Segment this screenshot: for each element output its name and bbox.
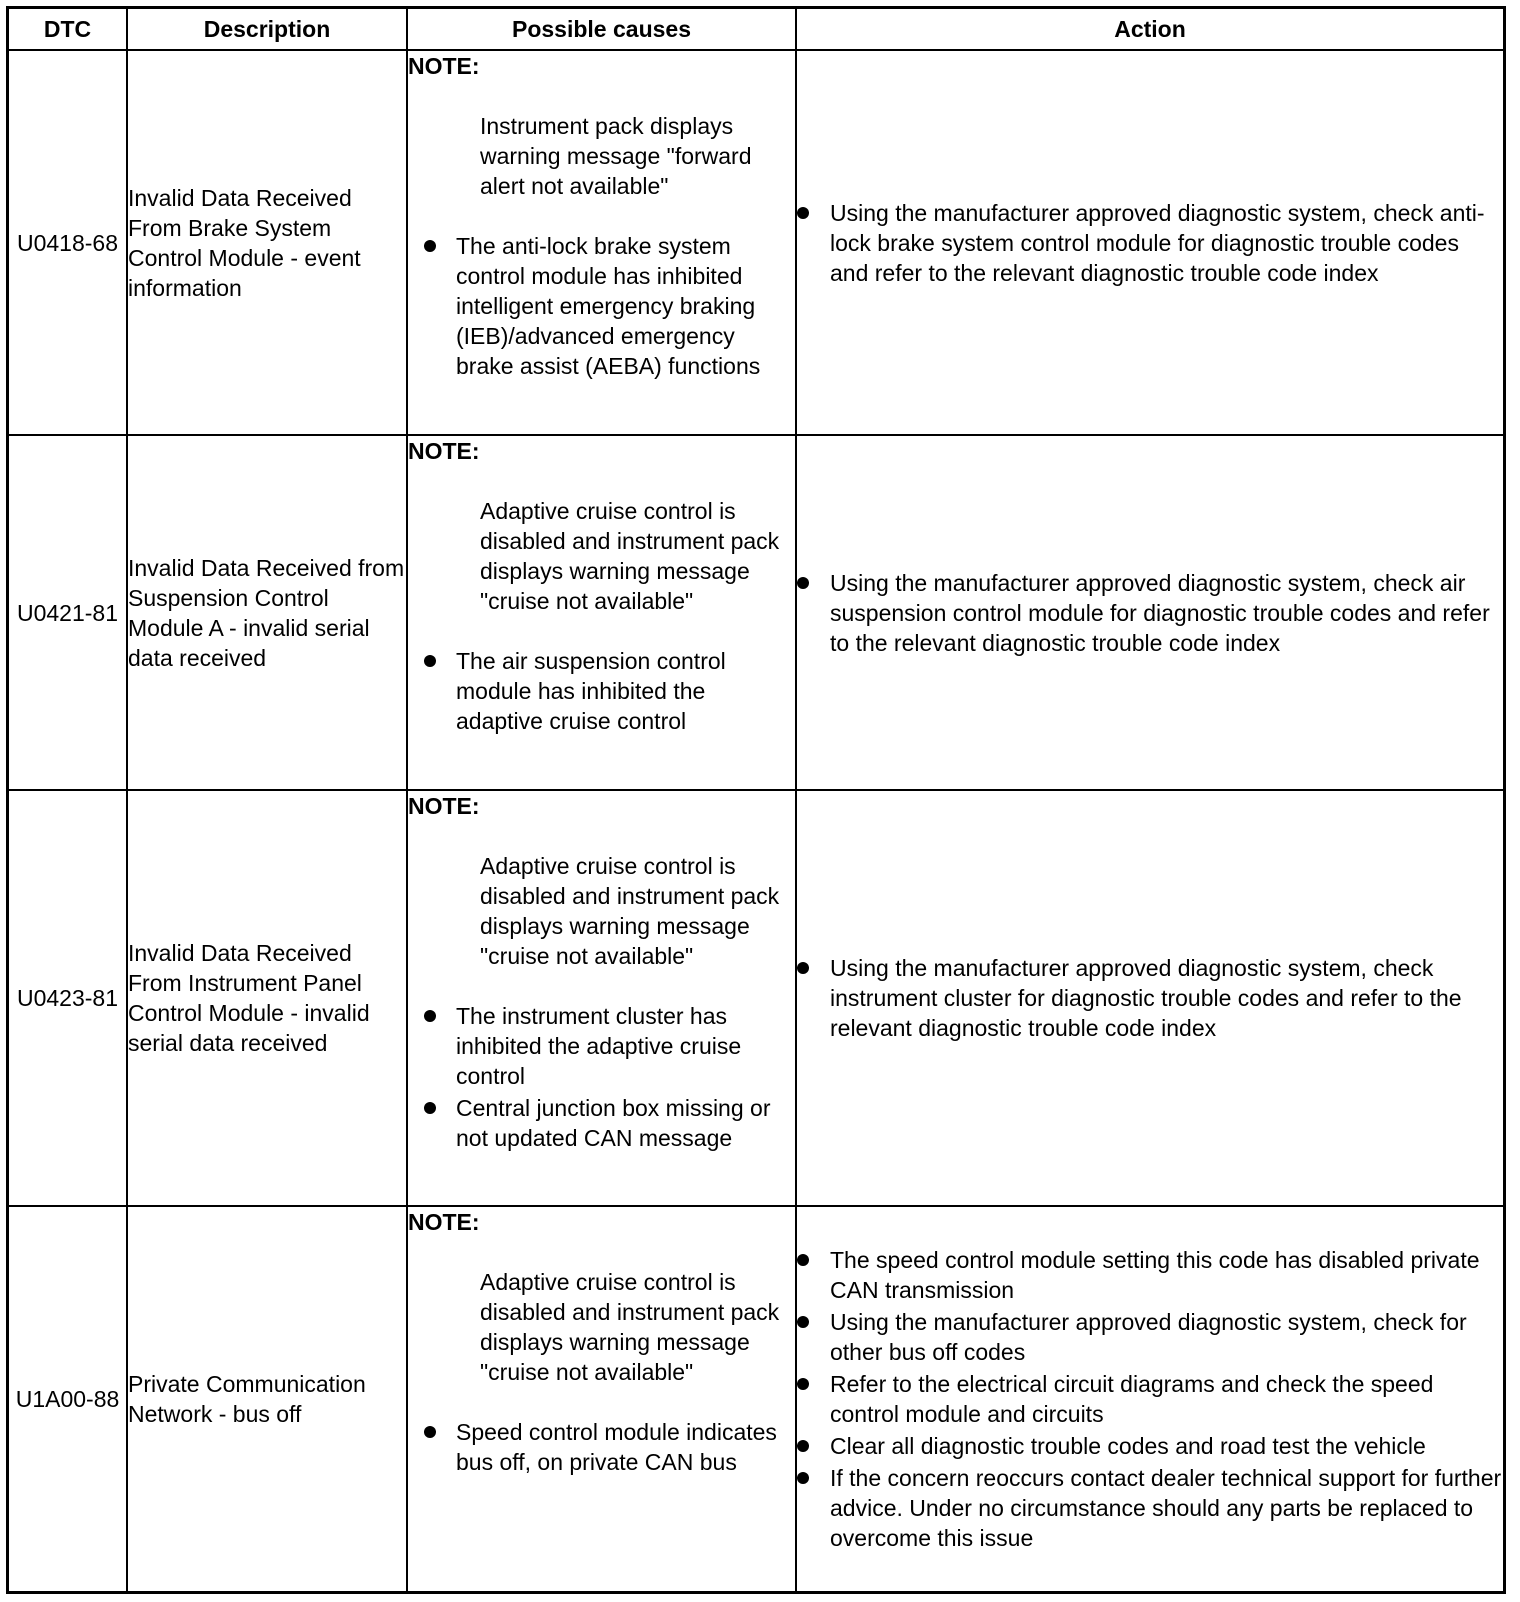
action-cell <box>796 50 1503 435</box>
note-label: NOTE: <box>408 1209 480 1235</box>
cause-list <box>408 646 795 736</box>
action-cell <box>796 790 1503 1206</box>
action-cell <box>796 435 1503 790</box>
action-item: Using the manufacturer approved diagnostic system, check anti-lock brake system control module for diagnostic trouble codes and refer to the relevant diagnostic trouble code index <box>797 198 1503 288</box>
dtc-description: Invalid Data Received From Instrument Panel Control Module - invalid serial data received <box>127 790 407 1206</box>
dtc-description: Invalid Data Received from Suspension Control Module A - invalid serial data received <box>127 435 407 790</box>
action-list <box>797 1245 1503 1553</box>
possible-causes <box>407 435 796 790</box>
dtc-table <box>9 9 1503 1591</box>
dtc-description: Invalid Data Received From Brake System Control Module - event information <box>127 50 407 435</box>
note-text: Instrument pack displays warning message "forward alert not available" <box>480 113 752 199</box>
action-item: The speed control module setting this code has disabled private CAN transmission <box>797 1245 1503 1305</box>
action-item: Using the manufacturer approved diagnostic system, check instrument cluster for diagnostic trouble codes and refer to the relevant diagnostic trouble code index <box>797 953 1503 1043</box>
action-list <box>797 953 1503 1043</box>
action-cell <box>796 1206 1503 1591</box>
possible-causes <box>407 790 796 1206</box>
header-action: Action <box>796 9 1503 50</box>
action-item: Using the manufacturer approved diagnostic system, check air suspension control module for diagnostic trouble codes and refer to the relevant diagnostic trouble code index <box>797 568 1503 658</box>
cause-list <box>408 231 795 381</box>
dtc-description: Private Communication Network - bus off <box>127 1206 407 1591</box>
action-item: Using the manufacturer approved diagnostic system, check for other bus off codes <box>797 1307 1503 1367</box>
action-item: Refer to the electrical circuit diagrams and check the speed control module and circuits <box>797 1369 1503 1429</box>
cause-list <box>408 1417 795 1477</box>
table-row <box>9 790 1503 1206</box>
note-text: Adaptive cruise control is disabled and instrument pack displays warning message "cruise not available" <box>480 498 780 614</box>
dtc-table-frame <box>6 6 1506 1594</box>
dtc-code: U0421-81 <box>9 435 127 790</box>
cause-item: The air suspension control module has inhibited the adaptive cruise control <box>408 646 795 736</box>
note-label: NOTE: <box>408 438 480 464</box>
dtc-code: U0418-68 <box>9 50 127 435</box>
cause-list <box>408 1001 795 1153</box>
dtc-code: U0423-81 <box>9 790 127 1206</box>
possible-causes <box>407 50 796 435</box>
header-dtc: DTC <box>9 9 127 50</box>
cause-item: The instrument cluster has inhibited the adaptive cruise control <box>408 1001 795 1091</box>
dtc-code: U1A00-88 <box>9 1206 127 1591</box>
action-list <box>797 198 1503 288</box>
note-text: Adaptive cruise control is disabled and instrument pack displays warning message "cruise not available" <box>480 853 780 969</box>
note-text: Adaptive cruise control is disabled and instrument pack displays warning message "cruise not available" <box>480 1269 780 1385</box>
header-description: Description <box>127 9 407 50</box>
cause-item: Speed control module indicates bus off, on private CAN bus <box>408 1417 795 1477</box>
action-item: Clear all diagnostic trouble codes and road test the vehicle <box>797 1431 1503 1461</box>
cause-item: The anti-lock brake system control module has inhibited intelligent emergency braking (IEB)/advanced emergency brake assist (AEBA) functions <box>408 231 795 381</box>
header-possible-causes: Possible causes <box>407 9 796 50</box>
cause-item: Central junction box missing or not updated CAN message <box>408 1093 795 1153</box>
table-row <box>9 50 1503 435</box>
note-label: NOTE: <box>408 53 480 79</box>
table-row <box>9 435 1503 790</box>
possible-causes <box>407 1206 796 1591</box>
table-row <box>9 1206 1503 1591</box>
action-item: If the concern reoccurs contact dealer technical support for further advice. Under no circumstance should any parts be replaced to overcome this issue <box>797 1463 1503 1553</box>
header-row <box>9 9 1503 50</box>
note-label: NOTE: <box>408 793 480 819</box>
action-list <box>797 568 1503 658</box>
